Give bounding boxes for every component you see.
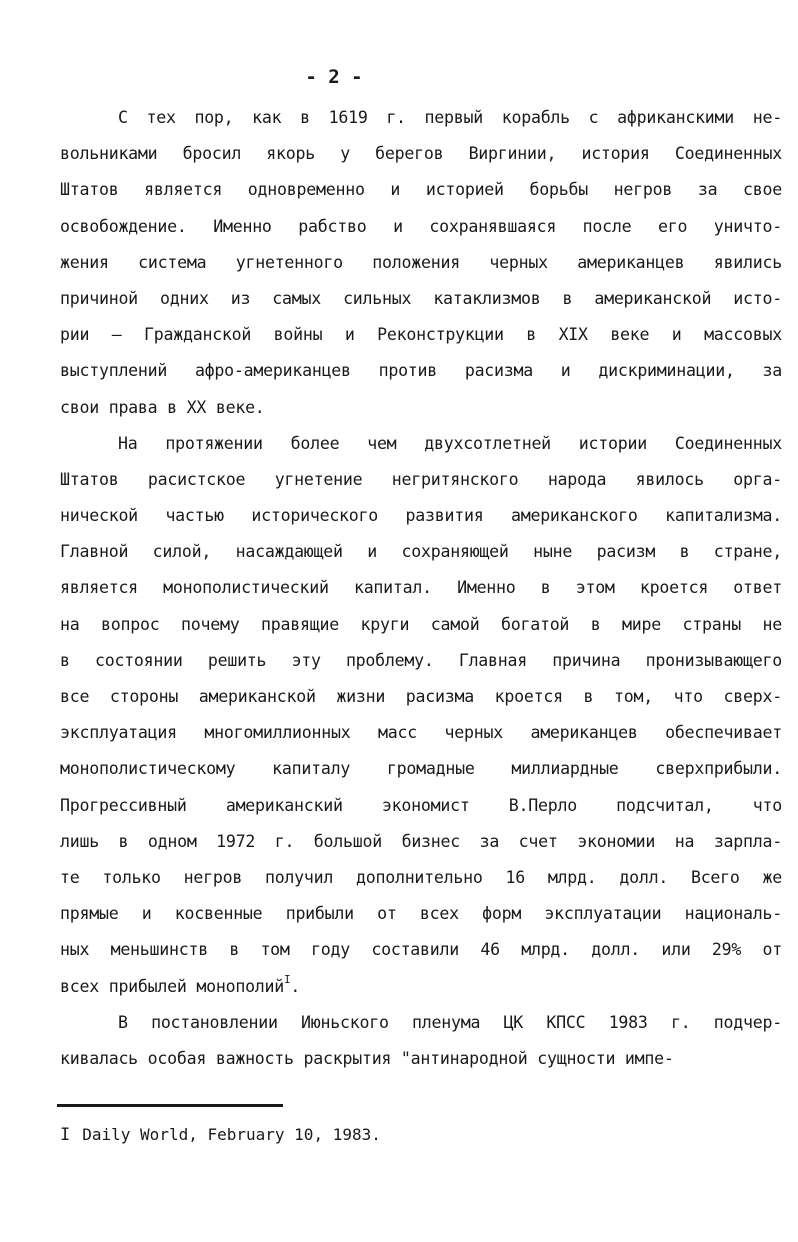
paragraph-1-line-1: С тех пор, как в 1619 г. первый корабль с африканскими не-: [118, 108, 782, 127]
paragraph-1-line-2: вольниками бросил якорь у берегов Виргинии, история Соединенных: [60, 144, 782, 164]
paragraph-2-line-7: в состоянии решить эту проблему. Главная причина пронизывающего: [60, 650, 782, 670]
paragraph-2-line-14: прямые и косвенные прибыли от всех форм эксплуатации националь-: [60, 904, 782, 924]
paragraph-2-line-10: монополистическому капиталу громадные миллиардные сверхприбыли.: [60, 759, 782, 779]
paragraph-1-line-5: жения система угнетенного положения черных американцев явились: [60, 252, 782, 272]
paragraph-1-line-9: свои права в XX веке.: [60, 397, 265, 417]
paragraph-1-line-8: выступлений афро-американцев против расизма и дискриминации, за: [60, 361, 782, 381]
paragraph-2-line-5: является монополистический капитал. Именно в этом кроется ответ: [60, 578, 782, 598]
paragraph-2-end-punctuation: .: [290, 976, 301, 996]
paragraph-2-line-12: лишь в одном 1972 г. большой бизнес за счет экономии на зарпла-: [60, 831, 782, 851]
paragraph-2-line-13: те только негров получил дополнительно 16 млрд. долл. Всего же: [60, 867, 782, 887]
paragraph-2-line-1: На протяжении более чем двухсотлетней истории Соединенных: [118, 433, 782, 453]
footnote-number: I: [60, 1125, 71, 1145]
paragraph-2-line-15: ных меньшинств в том году составили 46 млрд. долл. или 29% от: [60, 940, 782, 960]
paragraph-2-line-4: Главной силой, насаждающей и сохраняющей ныне расизм в стране,: [60, 542, 782, 562]
paragraph-1-line-6: причиной одних из самых сильных катаклизмов в американской исто-: [60, 288, 782, 308]
footnote-reference: I: [284, 972, 291, 986]
paragraph-2-line-3: нической частью исторического развития американского капитализма.: [60, 506, 782, 526]
paragraph-3-line-1: В постановлении Июньского пленума ЦК КПСС 1983 г. подчер-: [118, 1012, 782, 1032]
page-number: - 2 -: [305, 66, 363, 88]
paragraph-1-line-7: рии – Гражданской войны и Реконструкции в XIX веке и массовых: [60, 325, 782, 345]
paragraph-2-line-11: Прогрессивный американский экономист В.Перло подсчитал, что: [60, 795, 782, 815]
footnote-divider: [57, 1104, 283, 1107]
paragraph-2-line-2: Штатов расистское угнетение негритянского народа явилось орга-: [60, 469, 782, 489]
paragraph-3-line-2: кивалась особая важность раскрытия "антинародной сущности импе-: [60, 1048, 674, 1068]
footnote: [60, 1125, 381, 1145]
paragraph-2-line-16: [60, 969, 782, 1005]
paragraph-2-line-8: все стороны американской жизни расизма кроется в том, что сверх-: [60, 687, 782, 706]
body-text: [60, 100, 782, 1077]
footnote-text: Daily World, February 10, 1983.: [82, 1125, 381, 1144]
paragraph-1-line-4: освобождение. Именно рабство и сохранявшаяся после его уничто-: [60, 216, 782, 236]
paragraph-2-line-9: эксплуатация многомиллионных масс черных американцев обеспечивает: [60, 723, 782, 743]
paragraph-2-line-16-text: всех прибылей монополий: [60, 976, 285, 996]
paragraph-2-line-6: на вопрос почему правящие круги самой богатой в мире страны не: [60, 614, 782, 634]
paragraph-1-line-3: Штатов является одновременно и историей борьбы негров за свое: [60, 180, 782, 200]
